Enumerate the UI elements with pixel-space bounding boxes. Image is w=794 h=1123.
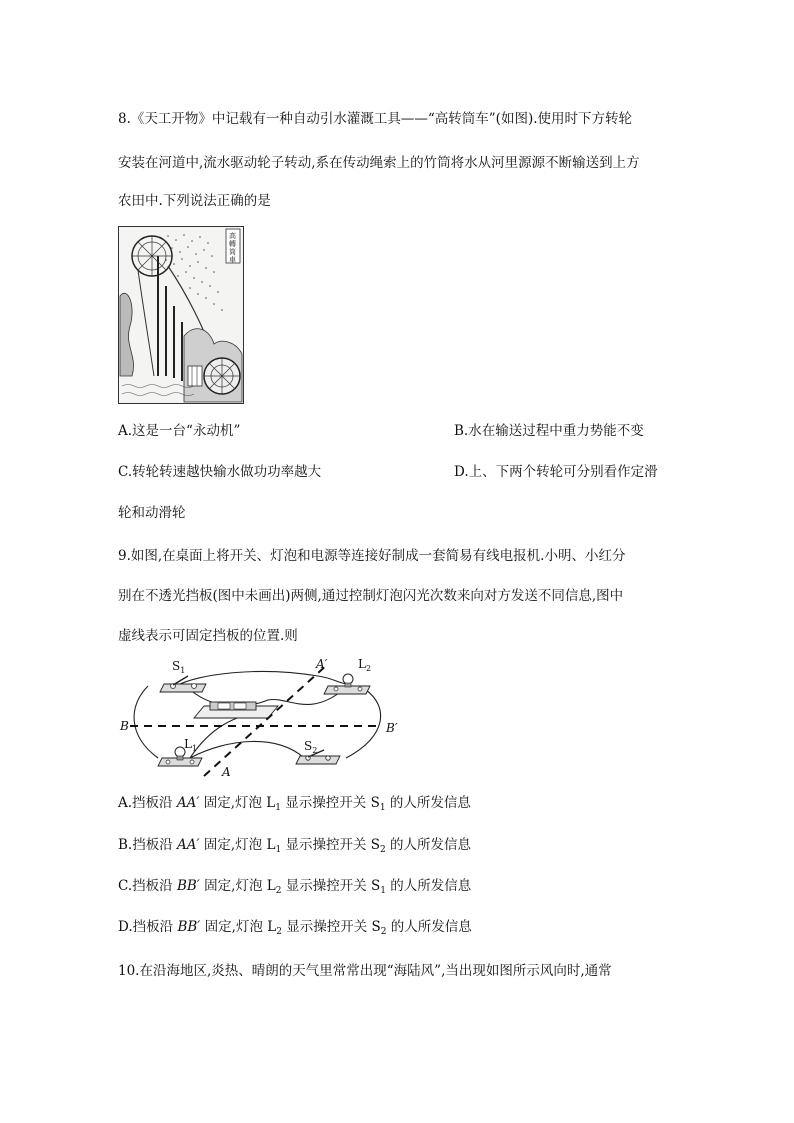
svg-text:轉: 轉 <box>229 240 236 248</box>
q8-line-1: 8.《天工开物》中记载有一种自动引水灌溉工具——“高转筒车”(如图).使用时下方转轮 <box>118 111 633 127</box>
telegraph-circuit-figure <box>118 656 404 780</box>
q9-option-c-lamp-sub: 2 <box>275 886 282 896</box>
label-l1: $L_1$ <box>184 737 198 753</box>
q9-option-a-pre: A.挡板沿 <box>118 795 177 811</box>
label-s1: $S_1$ <box>172 659 186 675</box>
q9-option-b-pre: B.挡板沿 <box>118 837 178 853</box>
q9-line-3: 虚线表示可固定挡板的位置.则 <box>118 628 298 644</box>
q8-option-c[interactable]: C.转轮转速越快输水做功功率越大 <box>118 464 322 480</box>
q9-option-c-pre: C.挡板沿 <box>118 878 177 894</box>
q9-line-2: 别在不透光挡板(图中未画出)两侧,通过控制灯泡闪光次数来向对方发送不同信息,图中 <box>118 588 624 604</box>
svg-text:車: 車 <box>229 256 236 264</box>
q8-option-a[interactable]: A.这是一台“永动机” <box>118 423 241 439</box>
q8-line-3: 农田中.下列说法正确的是 <box>118 193 271 209</box>
q8-option-b[interactable]: B.水在输送过程中重力势能不变 <box>454 423 644 439</box>
q9-option-c-post: 的人所发信息 <box>386 878 472 894</box>
q9-option-d-pre: D.挡板沿 <box>118 919 178 935</box>
switch-s1 <box>160 676 206 692</box>
lamp-l2 <box>324 674 370 694</box>
q9-option-a-mid2: 显示操控开关 S <box>281 795 380 811</box>
q9-option-d-lamp-sub: 2 <box>276 927 282 937</box>
q9-option-d-switch-sub: 2 <box>380 927 387 937</box>
q9-line-1: 9.如图,在桌面上将开关、灯泡和电源等连接好制成一套简易有线电报机.小明、小红分 <box>118 548 626 564</box>
switch-s2 <box>296 750 340 764</box>
q9-option-b-mid: 固定,灯泡 L <box>199 837 276 853</box>
q9-option-b-post: 的人所发信息 <box>385 837 472 853</box>
svg-text:高: 高 <box>229 232 236 240</box>
q9-option-c-mid2: 显示操控开关 S <box>281 878 381 894</box>
label-s2: $S_2$ <box>304 739 318 755</box>
q9-option-a[interactable] <box>118 794 471 812</box>
q9-option-a-mid: 固定,灯泡 L <box>199 795 276 811</box>
q9-option-a-switch-sub: 1 <box>379 803 386 813</box>
q9-option-d-post: 的人所发信息 <box>386 919 472 935</box>
q8-option-d-continued: 轮和动滑轮 <box>118 505 186 521</box>
label-a-prime: A′ <box>316 657 328 671</box>
label-l2: $L_2$ <box>358 657 372 673</box>
label-a: A <box>222 765 231 779</box>
q9-option-b[interactable] <box>118 836 471 854</box>
q9-option-a-post: 的人所发信息 <box>385 795 471 811</box>
q9-option-d-mid: 固定,灯泡 L <box>200 919 277 935</box>
label-b-prime: B′ <box>386 721 398 735</box>
q9-option-c-mid: 固定,灯泡 L <box>199 878 276 894</box>
q8-line-2: 安装在河道中,流水驱动轮子转动,系在传动绳索上的竹筒将水从河里源源不断输送到上方 <box>118 155 640 171</box>
q9-option-c-switch-sub: 1 <box>380 886 387 896</box>
label-b: B <box>120 719 129 733</box>
svg-text:筒: 筒 <box>229 248 236 256</box>
q9-option-b-switch-sub: 2 <box>380 845 386 855</box>
q9-option-a-axis: AA′ <box>176 795 200 811</box>
water-wheel-figure <box>118 226 244 404</box>
q9-option-a-lamp-sub: 1 <box>275 803 281 813</box>
q9-option-c[interactable] <box>118 877 471 895</box>
q9-option-c-axis: BB′ <box>176 878 200 894</box>
q9-option-b-lamp-sub: 1 <box>275 845 282 855</box>
q9-option-d-mid2: 显示操控开关 S <box>281 919 381 935</box>
q9-option-d-axis: BB′ <box>177 919 201 935</box>
q8-option-d[interactable]: D.上、下两个转轮可分别看作定滑 <box>454 464 658 480</box>
power-supply <box>194 702 278 718</box>
q9-option-b-axis: AA′ <box>177 837 200 853</box>
q9-option-b-mid2: 显示操控开关 S <box>281 837 381 853</box>
q9-option-d[interactable] <box>118 918 472 936</box>
q10-line-1: 10.在沿海地区,炎热、晴朗的天气里常常出现“海陆风”,当出现如图所示风向时,通常 <box>118 963 612 979</box>
